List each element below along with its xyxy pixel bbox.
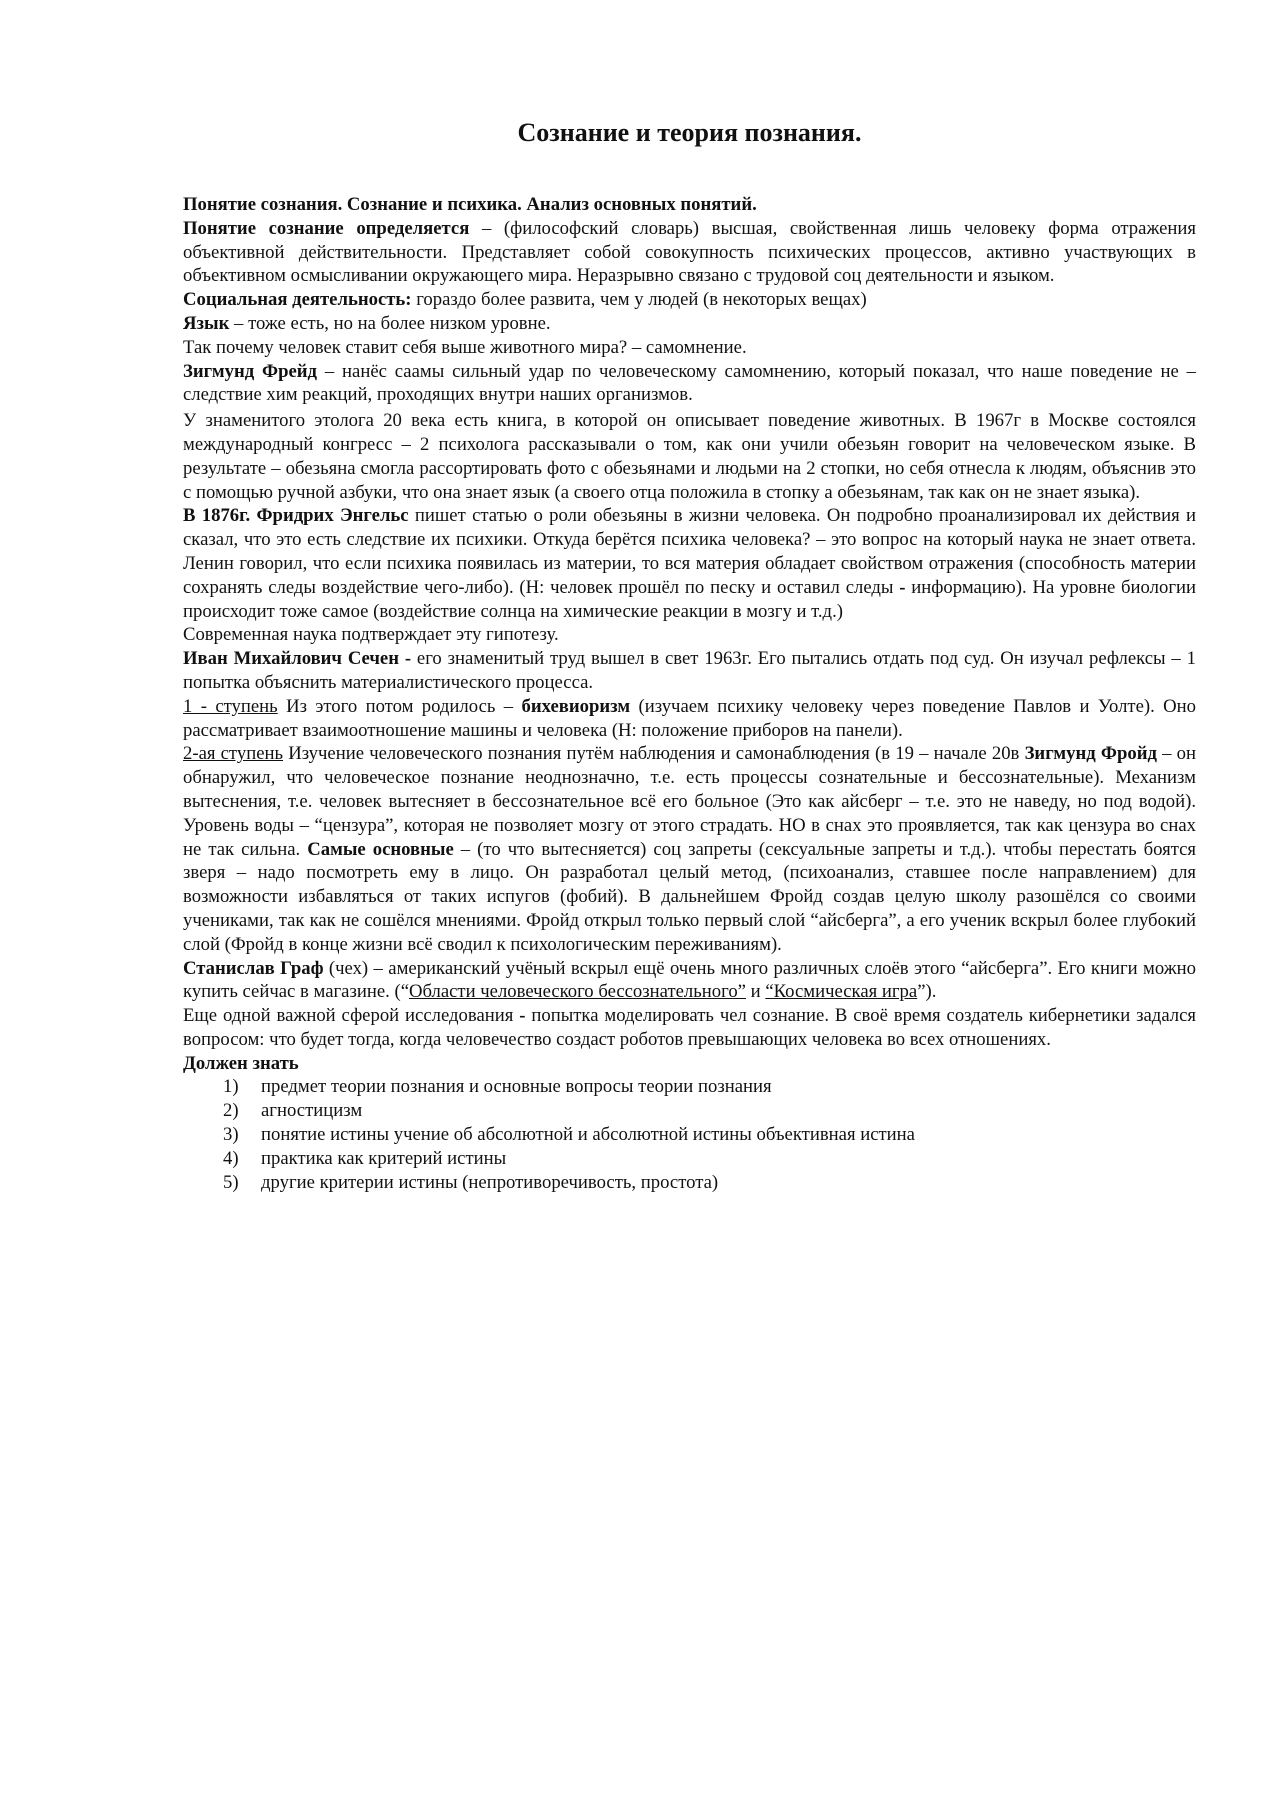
must-know-heading: Должен знать	[183, 1052, 299, 1074]
paragraph-stage-one: 1 - ступень Из этого потом родилось – бихевиоризм (изучаем психику человеку через поведение Павлов и Уолте). Оно рассматривает взаимоотношение машины и человека (Н: положение приборов на панели).	[183, 695, 1196, 741]
list-item: 2) агностицизм	[223, 1100, 363, 1122]
paragraph-self-esteem: Так почему человек ставит себя выше животного мира? – самомнение.	[183, 336, 747, 358]
paragraph-engels: В 1876г. Фридрих Энгельс пишет статью о роли обезьяны в жизни человека. Он подробно проанализировал их действия и сказал, что это есть следствие их психики. Откуда берётся психика человека? – это вопрос на который наука не знает ответа. Ленин говорил, что если психика появилась из материи, то вся материя обладает свойством отражения (способность материи сохранять следы воздействие чего-либо). (Н: человек прошёл по песку и оставил следы - информацию). На уровне биологии происходит тоже самое (воздействие солнца на химические реакции в мозгу и т.д.)	[183, 505, 1196, 622]
list-item: 4) практика как критерий истины	[223, 1147, 507, 1169]
list-item: 5) другие критерии истины (непротиворечивость, простота)	[223, 1171, 719, 1193]
book-title-link: Области человеческого бессознательного”	[408, 981, 746, 1003]
list-item: 1) предмет теории познания и основные вопросы теории познания	[223, 1076, 772, 1098]
paragraph-stage-two: 2-ая ступень Изучение человеческого познания путём наблюдения и самонаблюдения (в 19 – начале 20в Зигмунд Фройд – он обнаружил, что человеческое познание неоднозначно, т.е. есть процессы сознательные и бессознательные). Механизм вытеснения, т.е. человек вытесняет в бессознательное всё его больное (Это как айсберг – т.е. это не наведу, но под водой). Уровень воды – “цензура”, которая не позволяет мозгу от этого страдать. НО в снах это проявляется, так как цензура во снах не так сильна. Самые основные – (то что вытесняется) соц запреты (сексуальные запреты и т.д.). чтобы перестать боятся зверя – надо посмотреть ему в лицо. Он разработал целый метод, (психоанализ, ставшее после направлением) для возможности избавляться от таких испугов (фобий). В дальнейшем Фройд создав целую школу разошёлся со своими учениками, так как не сошёлся мнениями. Фройд открыл только первый слой “айсберга”, а его ученик вскрыл более глубокий слой (Фройд в конце жизни всё сводил к психологическим переживаниям).	[183, 743, 1196, 955]
paragraph-grof: Станислав Граф (чех) – американский учёный вскрыл ещё очень много различных слоёв этого “айсберга”. Его книги можно купить сейчас в магазине. (“Области человеческого бессознательного” и “Космическая игра”).	[183, 957, 1196, 1003]
document-body	[183, 118, 1196, 1194]
document-title: Сознание и теория познания.	[517, 118, 862, 147]
list-item: 3) понятие истины учение об абсолютной и абсолютной истины объективная истина	[223, 1124, 915, 1146]
paragraph-sechenov: Иван Михайлович Сечен - его знаменитый труд вышел в свет 1963г. Его пытались отдать под суд. Он изучал рефлексы – 1 попытка объяснить материалистического процесса.	[183, 648, 1196, 693]
paragraph-language: Язык – тоже есть, но на более низком уровне.	[183, 312, 551, 334]
paragraph-consciousness-definition: Понятие сознание определяется – (философский словарь) высшая, свойственная лишь человеку форма отражения объективной действительности. Представляет собой совокупность психических процессов, активно участвующих в объективном осмысливании окружающего мира. Неразрывно связано с трудовой соц деятельности и языком.	[183, 217, 1197, 287]
paragraph-ethologist: У знаменитого этолога 20 века есть книга, в которой он описывает поведение животных. В 1967г в Москве состоялся международный конгресс – 2 психолога рассказывали о том, как они учили обезьян говорит на человеческом языке. В результате – обезьяна смогла рассортировать фото с обезьянами и людьми на 2 стопки, но себя отнесла к людям, объяснив это с помощью ручной азбуки, что она знает язык (а своего отца положила в стопку а обезьянам, так как он не знает языка).	[183, 410, 1196, 503]
book-title-link: “Космическая игра	[765, 981, 918, 1003]
paragraph-cybernetics: Еще одной важной сферой исследования - попытка моделировать чел сознание. В своё время создатель кибернетики задался вопросом: что будет тогда, когда человечество создаст роботов превышающих человека во всех отношениях.	[183, 1005, 1196, 1050]
paragraph-freud: Зигмунд Фрейд – нанёс саамы сильный удар по человеческому самомнению, который показал, что наше поведение не – следствие хим реакций, проходящих внутри наших организмов.	[183, 360, 1197, 406]
paragraph-modern-science: Современная наука подтверждает эту гипотезу.	[183, 624, 559, 646]
paragraph-social-activity: Социальная деятельность: гораздо более развита, чем у людей (в некоторых вещах)	[183, 289, 867, 311]
must-know-list	[183, 1075, 1196, 1194]
section-heading: Понятие сознания. Сознание и психика. Анализ основных понятий.	[183, 194, 757, 215]
